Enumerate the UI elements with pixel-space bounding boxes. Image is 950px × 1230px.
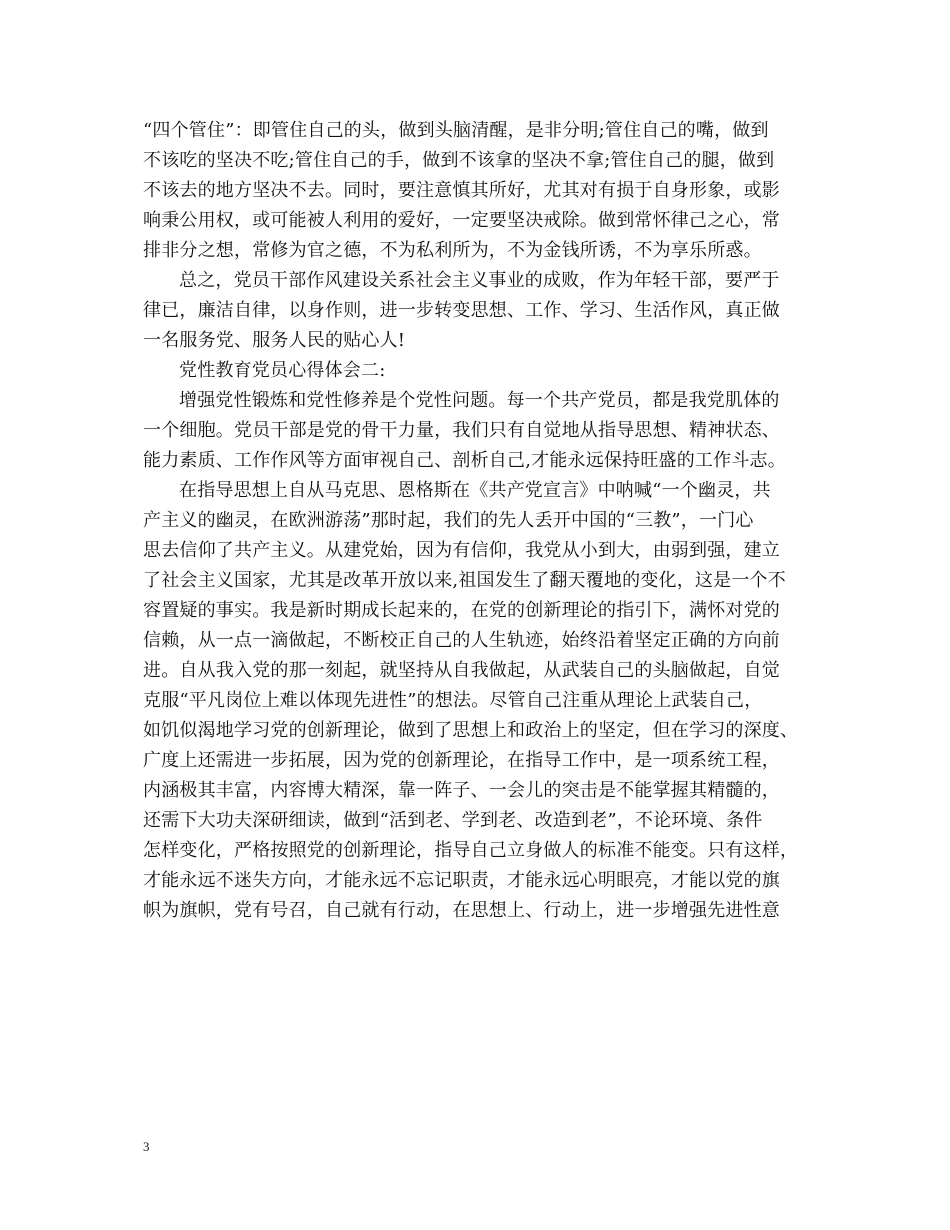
text-line: 一个细胞。党员干部是党的骨干力量，我们只有自觉地从指导思想、精神状态、 <box>143 420 780 441</box>
text-line: 增强党性锻炼和党性修养是个党性问题。每一个共产党员，都是我党肌体的 <box>179 390 780 411</box>
text-line: 克服“平凡岗位上难以体现先进性”的想法。尽管自己注重从理论上武装自己， <box>143 690 763 711</box>
document-body <box>143 116 823 926</box>
text-line: 如饥似渴地学习党的创新理论，做到了思想上和政治上的坚定，但在学习的深度、 <box>143 720 799 741</box>
text-line: 还需下大功夫深研细读，做到“活到老、学到老、改造到老”，不论环境、条件 <box>143 810 763 831</box>
text-line: 了社会主义国家，尤其是改革开放以来,祖国发生了翻天覆地的变化，这是一个不 <box>143 570 786 591</box>
text-line: 进。自从我入党的那一刻起，就坚持从自我做起，从武装自己的头脑做起，自觉 <box>143 660 780 681</box>
section-heading: 党性教育党员心得体会二: <box>179 360 386 381</box>
text-line: 广度上还需进一步拓展，因为党的创新理论，在指导工作中，是一项系统工程， <box>143 750 780 771</box>
text-line: 才能永远不迷失方向，才能永远不忘记职责，才能永远心明眼亮，才能以党的旗 <box>143 870 780 891</box>
text-line: 怎样变化，严格按照党的创新理论，指导自己立身做人的标准不能变。只有这样， <box>143 840 799 861</box>
text-line: 内涵极其丰富，内容博大精深，靠一阵子、一会儿的突击是不能掌握其精髓的， <box>143 780 780 801</box>
text-line: 不该吃的坚决不吃;管住自己的手，做到不该拿的坚决不拿;管住自己的腿，做到 <box>143 150 775 171</box>
text-line: 帜为旗帜，党有号召，自己就有行动，在思想上、行动上，进一步增强先进性意 <box>143 900 780 921</box>
text-line: 排非分之想，常修为官之德，不为私利所为，不为金钱所诱，不为享乐所惑。 <box>143 240 762 261</box>
text-line: 产主义的幽灵，在欧洲游荡”那时起，我们的先人丢开中国的“三教”，一门心 <box>143 510 754 531</box>
text-line: 律已，廉洁自律，以身作则，进一步转变思想、工作、学习、生活作风，真正做 <box>143 300 780 321</box>
text-line: 总之，党员干部作风建设关系社会主义事业的成败，作为年轻干部，要严于 <box>179 270 780 291</box>
page-number: 3 <box>143 1139 150 1154</box>
text-line: 容置疑的事实。我是新时期成长起来的，在党的创新理论的指引下，满怀对党的 <box>143 600 780 621</box>
text-line: 在指导思想上自从马克思、恩格斯在《共产党宣言》中呐喊“一个幽灵，共 <box>179 480 771 501</box>
text-line: “四个管住”：即管住自己的头，做到头脑清醒，是非分明;管住自己的嘴，做到 <box>143 120 769 141</box>
text-line: 响秉公用权，或可能被人利用的爱好，一定要坚决戒除。做到常怀律己之心，常 <box>143 210 780 231</box>
text-line: 能力素质、工作作风等方面审视自己、剖析自己,才能永远保持旺盛的工作斗志。 <box>143 450 786 471</box>
text-line: 不该去的地方坚决不去。同时，要注意慎其所好，尤其对有损于自身形象，或影 <box>143 180 780 201</box>
text-line: 信赖，从一点一滴做起，不断校正自己的人生轨迹，始终沿着坚定正确的方向前 <box>143 630 780 651</box>
text-line: 思去信仰了共产主义。从建党始，因为有信仰，我党从小到大，由弱到强，建立 <box>143 540 780 561</box>
text-line: 一名服务党、服务人民的贴心人! <box>143 330 406 351</box>
